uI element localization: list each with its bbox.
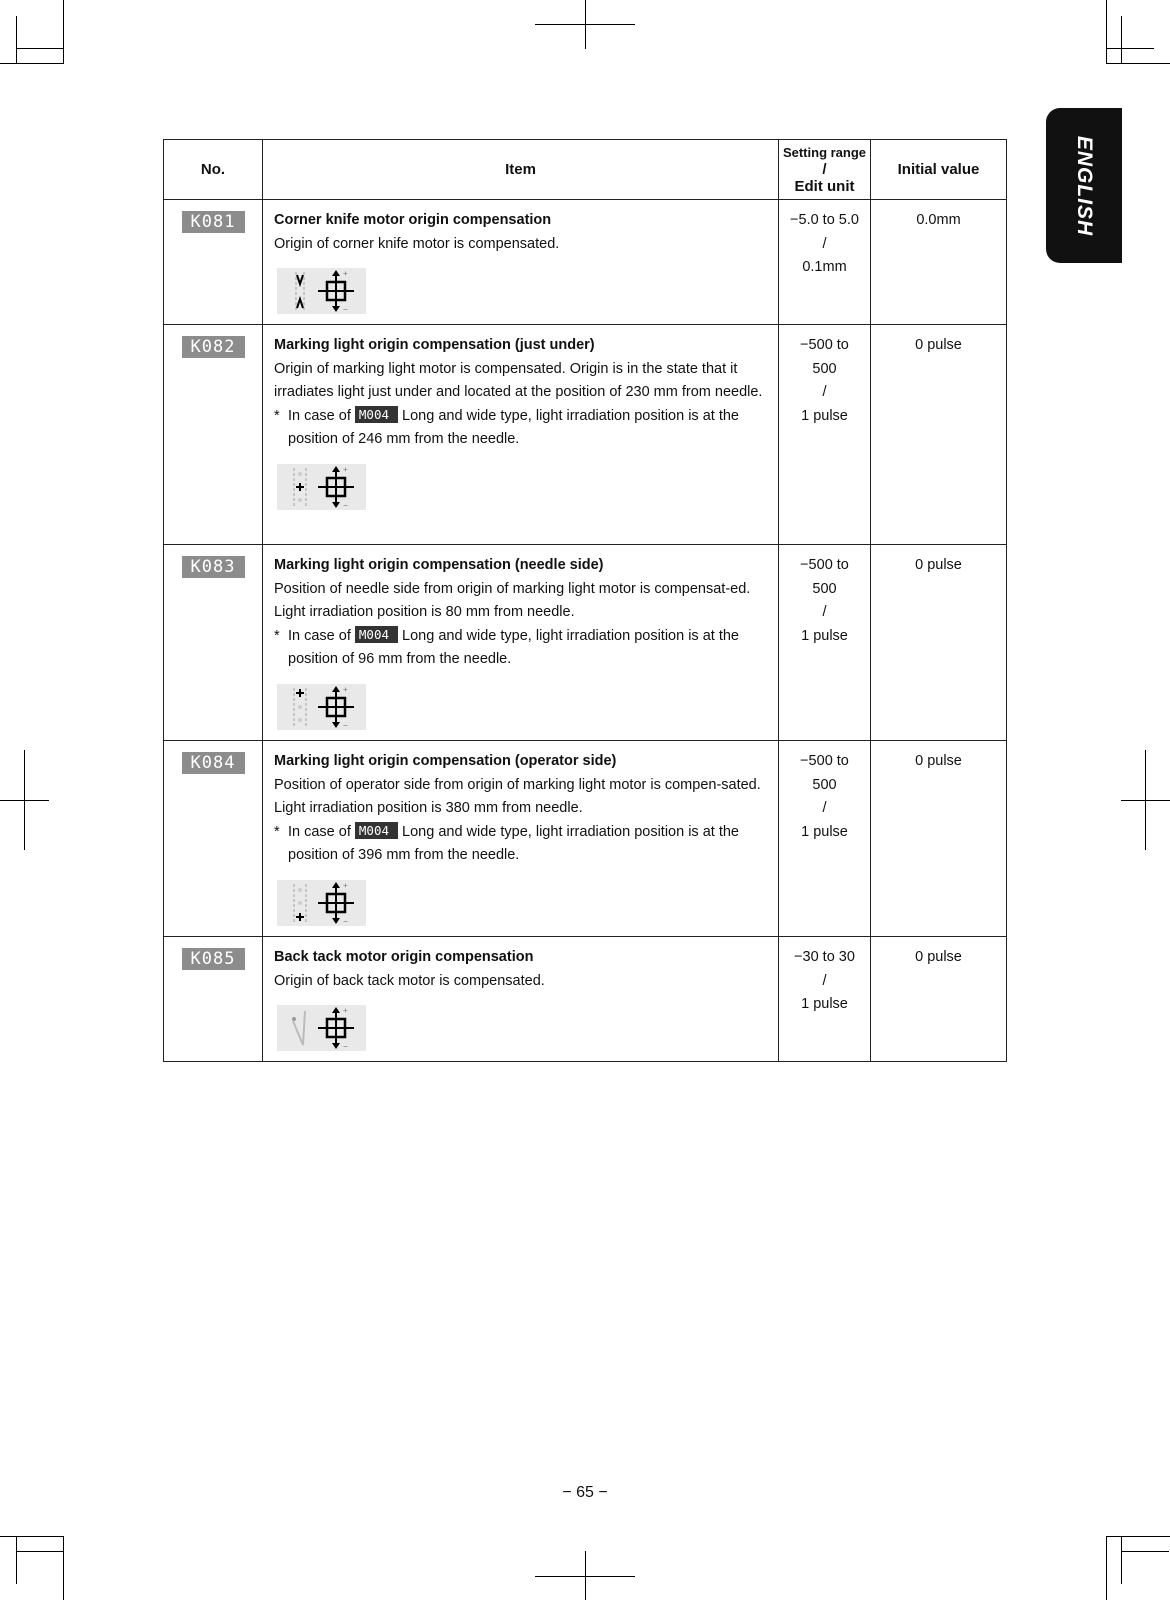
range-line: 500: [812, 580, 837, 597]
header-range-line3: Edit unit: [794, 178, 855, 195]
language-tab: [1046, 108, 1122, 263]
item-title: Marking light origin compensation (needle side): [274, 557, 604, 573]
corner-knife-adjust-icon: [277, 268, 366, 314]
header-initial-value: Initial value: [871, 140, 1007, 200]
item-note: [274, 821, 770, 868]
range-line: −5.0 to 5.0: [790, 212, 859, 228]
code-badge: K083: [182, 556, 245, 578]
svg-text:+: +: [343, 1006, 348, 1015]
svg-text:−: −: [343, 305, 348, 314]
item-note: [274, 625, 770, 672]
table-row: [164, 545, 1007, 741]
code-badge: K081: [182, 211, 245, 233]
range-line: 1 pulse: [801, 627, 848, 644]
note-star: *: [274, 627, 280, 644]
parameter-table: [163, 139, 1007, 1062]
note-prefix: In case of: [288, 823, 351, 840]
initial-value: 0 pulse: [871, 937, 1007, 1062]
marking-light-under-adjust-icon: [277, 464, 366, 510]
range-line: −500 to: [800, 337, 849, 353]
item-note: [274, 405, 770, 452]
note-text: Long and wide type, light irradiation position is at the position of 396 mm from the needle.: [288, 823, 739, 863]
page-number: − 65 −: [562, 1484, 608, 1501]
svg-text:−: −: [343, 720, 348, 730]
item-title: Corner knife motor origin compensation: [274, 212, 552, 228]
initial-value: 0.0mm: [871, 200, 1007, 325]
svg-text:+: +: [343, 464, 348, 474]
svg-text:−: −: [343, 1042, 348, 1051]
header-no: No.: [164, 140, 263, 200]
header-range-line2: /: [822, 161, 827, 178]
table-row: [164, 325, 1007, 545]
range-line: −500 to: [800, 753, 849, 769]
table-row: [164, 937, 1007, 1062]
range-line: 0.1mm: [802, 259, 847, 275]
item-title: Marking light origin compensation (operator side): [274, 753, 617, 769]
range-line: /: [822, 972, 827, 989]
table-row: [164, 200, 1007, 325]
initial-value: 0 pulse: [871, 325, 1007, 545]
marking-light-needle-adjust-icon: [277, 684, 366, 730]
range-line: /: [822, 384, 827, 400]
range-line: 1 pulse: [801, 407, 848, 424]
note-prefix: In case of: [288, 407, 351, 424]
range-line: 1 pulse: [801, 996, 848, 1012]
svg-text:+: +: [343, 269, 348, 278]
range-line: −30 to 30: [794, 949, 855, 965]
code-badge: K084: [182, 752, 245, 774]
range-line: 1 pulse: [801, 823, 848, 840]
svg-text:+: +: [343, 880, 348, 890]
svg-text:+: +: [343, 684, 348, 694]
item-description: Origin of back tack motor is compensated.: [274, 972, 545, 989]
item-description: Position of operator side from origin of marking light motor is compen-sated. Light irradiation position is 380 mm from needle.: [274, 776, 761, 816]
initial-value: 0 pulse: [871, 741, 1007, 937]
item-description: Position of needle side from origin of marking light motor is compensat-ed. Light irradiation position is 80 mm from needle.: [274, 580, 751, 620]
item-title: Back tack motor origin compensation: [274, 949, 534, 965]
item-description: Origin of marking light motor is compensated. Origin is in the state that it irradiates light just under and located at the position of 230 mm from needle.: [274, 360, 763, 400]
item-title: Marking light origin compensation (just under): [274, 337, 595, 353]
range-line: 500: [812, 776, 837, 793]
range-line: /: [822, 604, 827, 620]
note-text: Long and wide type, light irradiation position is at the position of 96 mm from the needle.: [288, 627, 739, 667]
header-range-line1: Setting range: [782, 145, 867, 160]
m-code-badge: M004: [355, 626, 398, 643]
header-item: Item: [263, 140, 779, 200]
svg-text:−: −: [343, 916, 348, 926]
note-text: Long and wide type, light irradiation position is at the position of 246 mm from the needle.: [288, 407, 739, 447]
note-prefix: In case of: [288, 627, 351, 644]
table-row: [164, 741, 1007, 937]
svg-text:−: −: [343, 500, 348, 510]
note-star: *: [274, 407, 280, 424]
note-star: *: [274, 823, 280, 840]
range-line: /: [822, 800, 827, 816]
table-header-row: [164, 140, 1007, 200]
code-badge: K082: [182, 336, 245, 358]
initial-value: 0 pulse: [871, 545, 1007, 741]
language-tab-label: ENGLISH: [1073, 135, 1096, 236]
m-code-badge: M004: [355, 822, 398, 839]
header-setting-range: [779, 140, 871, 200]
back-tack-adjust-icon: [277, 1005, 366, 1051]
m-code-badge: M004: [355, 406, 398, 423]
code-badge: K085: [182, 948, 245, 970]
item-description: Origin of corner knife motor is compensated.: [274, 235, 560, 252]
range-line: 500: [812, 360, 837, 377]
marking-light-operator-adjust-icon: [277, 880, 366, 926]
range-line: −500 to: [800, 557, 849, 573]
range-line: /: [822, 235, 827, 252]
